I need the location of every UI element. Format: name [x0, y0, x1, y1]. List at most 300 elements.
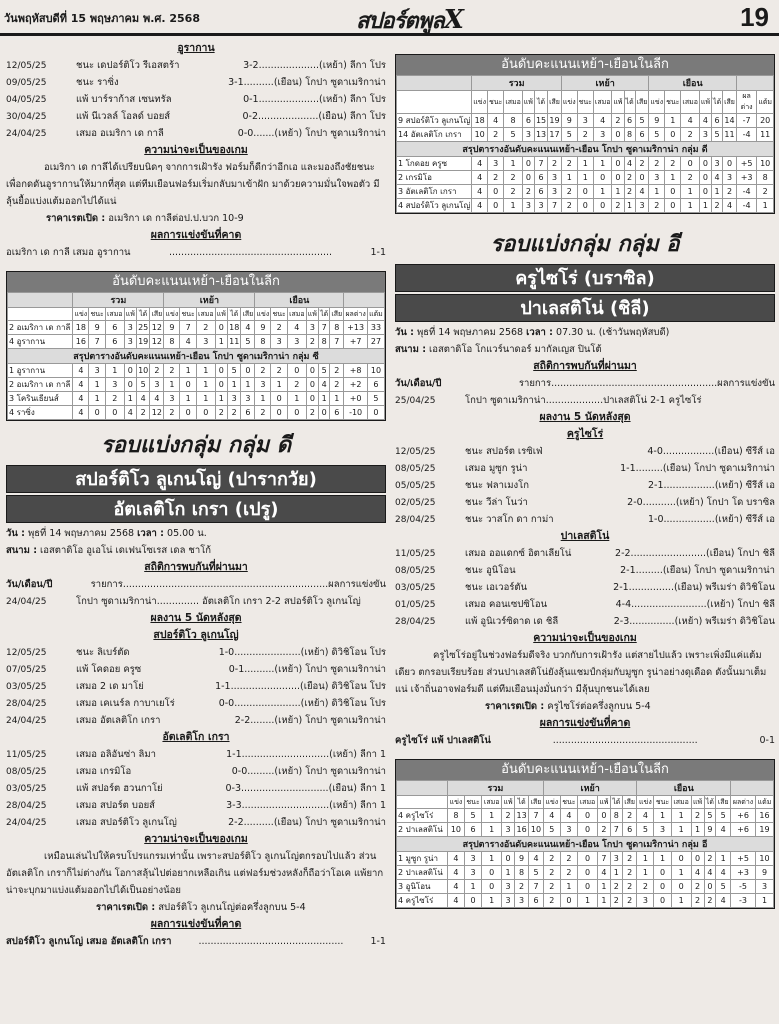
column-header: แข่ง	[637, 796, 654, 809]
stat-cell: 0	[665, 128, 681, 142]
stat-cell: 0	[577, 185, 593, 199]
stat-cell: 1	[164, 378, 180, 392]
team-cell: 2 เกรมิโอ	[397, 171, 472, 185]
column-header: ได้	[704, 796, 716, 809]
left-column	[6, 40, 386, 950]
match-date: 24/04/25	[6, 715, 47, 726]
stat-cell: 3	[241, 392, 255, 406]
column-header: ผลต่าง	[731, 796, 756, 809]
column-header: ผลต่าง	[344, 308, 368, 321]
stat-cell: 2	[488, 171, 504, 185]
team-heading: ครูไซโร่	[566, 428, 604, 440]
stat-cell: 2	[271, 364, 288, 378]
stat-cell: 2	[704, 852, 716, 866]
stat-cell: 3	[522, 199, 534, 213]
stat-cell: 2	[624, 171, 635, 185]
team-heading: อัตเลติโก เกรา	[162, 731, 230, 743]
stat-cell: 2	[271, 321, 288, 335]
team-cell: 2 อเมริกา เด กาลี	[8, 378, 73, 392]
stat-cell: 1	[577, 157, 593, 171]
match-result: ชนะ วาสโก ดา กาม่า	[465, 514, 554, 525]
match-result: เสมอ อลิอันซ่า ลิมา	[76, 749, 156, 760]
stat-cell: 6	[712, 114, 723, 128]
h2h-heading: สถิติการพบกันที่ผ่านมา	[533, 360, 637, 372]
stat-cell: 17	[548, 128, 562, 142]
stat-cell: 2	[330, 364, 344, 378]
stat-cell: 3	[306, 321, 318, 335]
odds-line: ราคาเรตเปิด : สปอร์ติโว ลูเกนโญ่ต่อครึ่งลูกบน 5-4	[96, 902, 306, 913]
stat-cell: 8	[624, 128, 635, 142]
stat-cell: 2	[543, 894, 560, 908]
stat-cell: 1	[502, 866, 515, 880]
stat-cell: 3	[649, 171, 665, 185]
stat-cell: 0	[577, 199, 593, 213]
stat-cell: 2	[196, 321, 215, 335]
stat-cell: 2	[622, 852, 637, 866]
stat-cell: 3	[699, 128, 711, 142]
stat-cell: 6	[522, 114, 534, 128]
stat-cell: 2	[681, 171, 699, 185]
stat-cell: 6	[241, 406, 255, 420]
stat-cell: 4	[635, 185, 649, 199]
stat-cell: 9	[164, 321, 180, 335]
stat-cell: 9	[515, 852, 529, 866]
column-header: เสมอ	[681, 91, 699, 114]
stat-cell: 4	[560, 809, 577, 823]
column-header: ชนะ	[180, 308, 197, 321]
team-cell: 9 สปอร์ติโว ลูเกนโญ่	[397, 114, 472, 128]
match-result: ชนะ เดปอร์ติโว รีเอสตร้า	[76, 60, 180, 71]
match-result: เสมอ 2 เด มาโย่	[76, 681, 144, 692]
stat-cell: 1	[665, 114, 681, 128]
stat-cell: 0	[196, 406, 215, 420]
stat-cell: 0	[578, 809, 598, 823]
stat-cell: 0	[612, 171, 624, 185]
match-row	[395, 545, 775, 562]
stat-cell: 0	[654, 894, 671, 908]
team-cell: 14 อัตเลติโก เกรา	[397, 128, 472, 142]
column-header: ชนะ	[464, 796, 481, 809]
column-header: ได้	[712, 91, 723, 114]
page-header	[0, 0, 779, 36]
match-date: 08/05/25	[6, 766, 47, 777]
match-score: 2-2........(เหย้า) โกปา ซูดาเมริกาน่า	[234, 715, 386, 726]
stat-cell: 10	[757, 157, 774, 171]
stat-cell: 18	[472, 114, 488, 128]
group-header: เยือน	[255, 293, 344, 308]
match-row	[395, 562, 775, 579]
stat-cell: 4	[712, 171, 723, 185]
match-result: ชนะ ลิเบร์ตัด	[76, 647, 130, 658]
stat-cell: 0	[89, 406, 106, 420]
match-date: 30/04/25	[6, 111, 47, 122]
stat-cell: 3	[654, 823, 671, 837]
table-title: อันดับคะแนนเหย้า-เยือนในลีก	[7, 272, 385, 292]
match-date: 02/05/25	[395, 497, 436, 508]
stat-cell: 5	[228, 364, 241, 378]
column-header: เสมอ	[482, 796, 502, 809]
match-score: 2-1...............(เยือน) พรีเมร่า ดิวิชิโอน	[613, 582, 775, 593]
stat-cell: 6	[635, 128, 649, 142]
stat-cell: 0	[287, 364, 306, 378]
stat-cell: +8	[344, 364, 368, 378]
last5-heading: ผลงาน 5 นัดหลังสุด	[150, 612, 242, 624]
stat-cell: 0	[654, 866, 671, 880]
stat-cell: 0	[681, 157, 699, 171]
team-cell: 3 โครินเธียนส์	[8, 392, 73, 406]
stat-cell: 2	[306, 335, 318, 349]
stat-cell: 14	[723, 114, 737, 128]
stat-cell: -7	[736, 114, 756, 128]
match-result: โกปา ซูดาเมริกาน่า...................ปาเลสติโน่ 2-1 ครูไซโร่	[465, 395, 702, 406]
stat-cell: 0	[597, 809, 610, 823]
stat-cell: 1	[597, 894, 610, 908]
stat-cell: 10	[367, 364, 384, 378]
stat-cell: 16	[73, 335, 89, 349]
stat-cell: 0	[665, 199, 681, 213]
match-result: เสมอ อัตเลติโก เกรา	[76, 715, 161, 726]
stat-cell: 2	[712, 199, 723, 213]
stat-cell: 0	[699, 171, 711, 185]
stat-cell: 12	[150, 335, 164, 349]
stat-cell: 3	[196, 335, 215, 349]
match-row	[6, 678, 386, 695]
team-cell: 3 อูนิโอน	[397, 880, 448, 894]
stat-cell: 8	[330, 321, 344, 335]
stat-cell: 0	[578, 852, 598, 866]
stat-cell: 2	[215, 406, 227, 420]
stat-cell: 4	[472, 199, 488, 213]
stat-cell: 5	[367, 392, 384, 406]
stat-cell: 5	[504, 128, 522, 142]
stat-cell: 11	[228, 335, 241, 349]
stat-cell: +7	[344, 335, 368, 349]
stat-cell: 5	[635, 114, 649, 128]
team-cell: 1 อูรากาน	[8, 364, 73, 378]
stat-cell: 9	[649, 114, 665, 128]
stat-cell: 0	[593, 171, 611, 185]
stat-cell: 3	[105, 378, 124, 392]
stat-cell: 4	[73, 406, 89, 420]
column-header: แพ้	[522, 91, 534, 114]
stat-cell: 18	[73, 321, 89, 335]
stat-cell: 0	[180, 406, 197, 420]
stat-cell: 5	[716, 809, 731, 823]
match-date: 28/04/25	[6, 698, 47, 709]
stat-cell: 3	[124, 321, 136, 335]
stat-cell: 7	[319, 321, 330, 335]
column-header: แข่ง	[448, 796, 465, 809]
stat-cell: 8	[319, 335, 330, 349]
stat-cell: 6	[534, 185, 547, 199]
stat-cell: 0	[671, 880, 691, 894]
stat-cell: 3	[577, 114, 593, 128]
match-row	[395, 443, 775, 460]
stat-cell: 1	[560, 880, 577, 894]
match-result: เสมอ ออแดกซ์ อิตาเลียโน่	[465, 548, 572, 559]
stat-cell: 4	[624, 157, 635, 171]
column-header: เสมอ	[578, 796, 598, 809]
stat-cell: 0	[691, 852, 704, 866]
stat-cell: 12	[150, 406, 164, 420]
stat-cell: 0	[180, 378, 197, 392]
match-row	[395, 392, 775, 409]
stat-cell: 1	[215, 335, 227, 349]
match-row	[395, 596, 775, 613]
match-date: 04/05/25	[6, 94, 47, 105]
match-score: 1-1.............................(เหย้า) ลีกา 1	[226, 749, 386, 760]
column-header: แพ้	[699, 91, 711, 114]
match-score: 2-3...............(เหย้า) พรีเมร่า ดิวิชิโอน	[613, 616, 775, 627]
match-row	[395, 613, 775, 630]
stat-cell: 0	[578, 866, 598, 880]
stat-cell: 5	[241, 335, 255, 349]
stat-cell: 2	[561, 185, 577, 199]
page-number: 19	[740, 2, 769, 32]
stat-cell: 3	[255, 378, 271, 392]
stat-cell: 2	[164, 364, 180, 378]
stat-cell: 1	[215, 392, 227, 406]
stat-cell: 1	[712, 185, 723, 199]
match-date: 24/04/25	[6, 817, 47, 828]
team-cell: 4 ราซิ่ง	[8, 406, 73, 420]
stat-cell: 2	[622, 866, 637, 880]
match-row	[6, 780, 386, 797]
match-score: 3-2....................(เหย้า) ลีกา โปร	[243, 60, 386, 71]
stat-cell: 1	[681, 185, 699, 199]
match-score: 0-3.............................(เยือน) ลีกา 1	[225, 783, 386, 794]
stat-cell: 0	[502, 852, 515, 866]
stat-cell: 2	[255, 406, 271, 420]
stat-cell: 2	[504, 171, 522, 185]
stat-cell: 2	[635, 157, 649, 171]
stat-cell: 7	[529, 880, 544, 894]
stat-cell: 1	[180, 364, 197, 378]
match-result: เสมอ คอนเซปซิโอน	[465, 599, 548, 610]
column-header: แพ้	[691, 796, 704, 809]
stat-cell: 1	[654, 852, 671, 866]
prediction-heading: ผลการแข่งขันที่คาด	[150, 918, 242, 930]
stat-cell: 2	[543, 880, 560, 894]
stat-cell: 0	[671, 852, 691, 866]
column-header: ได้	[515, 796, 529, 809]
stat-cell: 1	[196, 364, 215, 378]
match-result: ชนะ ฟลาเมงโก	[465, 480, 529, 491]
stat-cell: 1	[287, 392, 306, 406]
stat-cell: 4	[543, 809, 560, 823]
stat-cell: 3	[548, 185, 562, 199]
match-result: โกปา ซูดาเมริกาน่า.............. อัตเลติโก เกรา 2-2 สปอร์ติโว ลูเกนโญ่	[76, 596, 361, 607]
match-date: 08/05/25	[395, 565, 436, 576]
match-date: 25/04/25	[395, 395, 436, 406]
odds-line: ราคาเรตเปิด : ครูไซโร่ต่อครึ่งลูกบน 5-4	[485, 701, 651, 712]
match-row	[6, 593, 386, 610]
summary-title: สรุปตารางอันดับคะแนนเหย้า-เยือน โกปา ซูดาเมริกาน่า กลุ่ม ดี	[397, 142, 774, 157]
stat-cell: 1	[124, 392, 136, 406]
stat-cell: 0	[271, 392, 288, 406]
stat-cell: 3	[560, 823, 577, 837]
stat-cell: 33	[367, 321, 384, 335]
stat-cell: 0	[287, 406, 306, 420]
match-date: 12/05/25	[6, 647, 47, 658]
stat-cell: 20	[757, 114, 774, 128]
match-result: แพ้ อูนิเวร์ซิดาด เด ชิลี	[465, 616, 559, 627]
stat-cell: -4	[736, 185, 756, 199]
match-date: 03/05/25	[6, 681, 47, 692]
stat-cell: 2	[330, 378, 344, 392]
column-header: เสมอ	[593, 91, 611, 114]
stat-cell: 2	[612, 114, 624, 128]
stat-cell: 0	[612, 157, 624, 171]
stat-cell: 0	[654, 880, 671, 894]
column-header: แต้ม	[367, 308, 384, 321]
match-result: ชนะ สปอร์ต เรซิเฟ่	[465, 446, 543, 457]
stat-cell: +3	[736, 171, 756, 185]
stat-cell: 10	[448, 823, 465, 837]
stat-cell: 0	[522, 171, 534, 185]
stat-cell: 4	[472, 171, 488, 185]
analysis-text: อเมริกา เด กาลีได้เปรียบนิดๆ จากการเฝ้ารัง ฟอร์มก็ดีกว่าอีกเอ และมองถึงชัยชนะเพื่อกดดันอูรากานให้มากที่สุด แต่ทีมเยือนฟอร์มเริ่มกลับมาเข้าฝัก มาด้วยความมั่นใจพอตัว มีลุ้นยื้อแบ่งแต้มออกไปได้แน่	[6, 162, 380, 207]
group-header: เยือน	[637, 781, 731, 796]
stat-cell: 1	[681, 199, 699, 213]
group-d-details	[6, 525, 386, 950]
match-result: เสมอ มูซูก รูน่า	[465, 463, 528, 474]
team-cell: 1 มูซูก รูน่า	[397, 852, 448, 866]
column-header: เสีย	[716, 796, 731, 809]
stat-cell: 9	[704, 823, 716, 837]
stat-cell: 2	[597, 823, 610, 837]
stat-cell: 4	[593, 114, 611, 128]
column-header: ชนะ	[271, 308, 288, 321]
stat-cell: 3	[548, 171, 562, 185]
stat-cell: 6	[330, 406, 344, 420]
stat-cell: 0	[215, 321, 227, 335]
stat-cell: 11	[723, 128, 737, 142]
stat-cell: 2	[137, 406, 150, 420]
column-header: เสีย	[241, 308, 255, 321]
stat-cell: 1	[578, 894, 598, 908]
stat-cell: 0	[522, 157, 534, 171]
stat-cell: 16	[756, 809, 774, 823]
stat-cell: 2	[649, 199, 665, 213]
stat-cell: 3	[723, 171, 737, 185]
match-row	[6, 763, 386, 780]
stat-cell: 2	[622, 809, 637, 823]
issue-date: วันพฤหัสบดีที่ 15 พฤษภาคม พ.ศ. 2568	[4, 12, 200, 25]
stat-cell: 0	[635, 171, 649, 185]
match-score: 4-0.................(เยือน) ซีรีส์ เอ	[647, 446, 775, 457]
stat-cell: 4	[704, 866, 716, 880]
match-result: ชนะ ราซิ่ง	[76, 77, 119, 88]
stat-cell: 0	[488, 199, 504, 213]
stat-cell: 4	[637, 809, 654, 823]
stat-cell: 4	[180, 335, 197, 349]
group-header: เหย้า	[164, 293, 255, 308]
stat-cell: 0	[482, 866, 502, 880]
team-heading: อูรากาน	[177, 42, 215, 54]
column-header: แข่ง	[255, 308, 271, 321]
match-score: 3-3.............................(เหย้า) ลีกา 1	[226, 800, 386, 811]
stat-cell: 1	[593, 157, 611, 171]
stat-cell: 2	[522, 185, 534, 199]
stat-cell: 0	[215, 378, 227, 392]
stat-cell: 12	[150, 321, 164, 335]
match-date: 28/04/25	[6, 800, 47, 811]
stat-cell: 3	[756, 880, 774, 894]
stat-cell: 0	[704, 880, 716, 894]
team-cell: 4 ครูไซโร่	[397, 894, 448, 908]
stat-cell: 18	[228, 321, 241, 335]
stat-cell: 2	[649, 157, 665, 171]
stat-cell: 2	[105, 392, 124, 406]
match-score: 4-4.........................(เหย้า) โกปา ชิลี	[615, 599, 775, 610]
stat-cell: 3	[271, 335, 288, 349]
stat-cell: 2	[561, 199, 577, 213]
summary-title: สรุปตารางอันดับคะแนนเหย้า-เยือน โกปา ซูดาเมริกาน่า กลุ่ม อี	[397, 837, 774, 852]
stat-cell: 5	[649, 128, 665, 142]
venue-info: สนาม : เอสตาดิโอ โกแวร์นาดอร์ มากัลเญส ปินโต้	[395, 344, 602, 355]
stat-cell: 1	[671, 866, 691, 880]
stat-cell: 0	[215, 364, 227, 378]
stat-cell: 6	[534, 171, 547, 185]
stat-cell: 2	[681, 128, 699, 142]
column-header: เสีย	[330, 308, 344, 321]
stat-cell: 2	[665, 157, 681, 171]
stat-cell: 1	[196, 378, 215, 392]
match-row	[6, 695, 386, 712]
match-date: 28/04/25	[395, 514, 436, 525]
stat-cell: 4	[124, 406, 136, 420]
stat-cell: 1	[330, 392, 344, 406]
stat-cell: 1	[637, 866, 654, 880]
column-header: เสีย	[622, 796, 637, 809]
match-score: 2-2.........................(เยือน) โกปา ชิลี	[615, 548, 775, 559]
stat-cell: 2	[637, 880, 654, 894]
column-header: เสมอ	[504, 91, 522, 114]
match-score: 2-1.................(เหย้า) ซีรีส์ เอ	[647, 480, 775, 491]
match-row	[6, 108, 386, 125]
match-score: 1-1.......................(เยือน) ดิวิชิโอน โปร	[215, 681, 386, 692]
stat-cell: +13	[344, 321, 368, 335]
match-row	[395, 494, 775, 511]
match-row	[6, 814, 386, 831]
stat-cell: 0	[482, 880, 502, 894]
stat-cell: 1	[649, 185, 665, 199]
match-row	[395, 511, 775, 528]
stat-cell: 1	[665, 171, 681, 185]
stat-cell: 1	[561, 171, 577, 185]
stat-cell: 1	[597, 880, 610, 894]
stat-cell: 2	[757, 185, 774, 199]
stat-cell: 0	[699, 185, 711, 199]
stat-cell: 10	[137, 364, 150, 378]
column-header: แข่ง	[543, 796, 560, 809]
team-cell: 2 อเมริกา เด กาลี	[8, 321, 73, 335]
stat-cell: 3	[150, 378, 164, 392]
stat-cell: 8	[255, 335, 271, 349]
group-header: รวม	[73, 293, 164, 308]
stat-cell: 1	[610, 866, 622, 880]
standings-table	[395, 54, 775, 214]
match-score: 3-1..........(เยือน) โกปา ซูดาเมริกาน่า	[228, 77, 386, 88]
match-row	[6, 57, 386, 74]
match-row	[395, 460, 775, 477]
analysis-text: ครูไซโร่อยู่ในช่วงฟอร์มดีจริง บวกกับการเฝ้ารัง แต่สายไปแล้ว เพราะเพิ่งมีแค่แต้มเดียว ตกรอบเรียบร้อย ส่วนปาเลสติโน่ยังลุ้นแชมป์กลุ่มกับมูซูก รูน่าอย่างดุเดือด ดังนั้นมาเต็มแน่ เจ้าถิ่นอาจฟอร์มดี แต่ทีมเยือนมุ่งมั่นกว่า มีลุ้นบุกชนะได้เลย	[395, 650, 767, 695]
stat-cell: 1	[482, 852, 502, 866]
group-header: เหย้า	[561, 76, 649, 91]
stat-cell: 4	[448, 894, 465, 908]
stat-cell: 0	[306, 378, 318, 392]
